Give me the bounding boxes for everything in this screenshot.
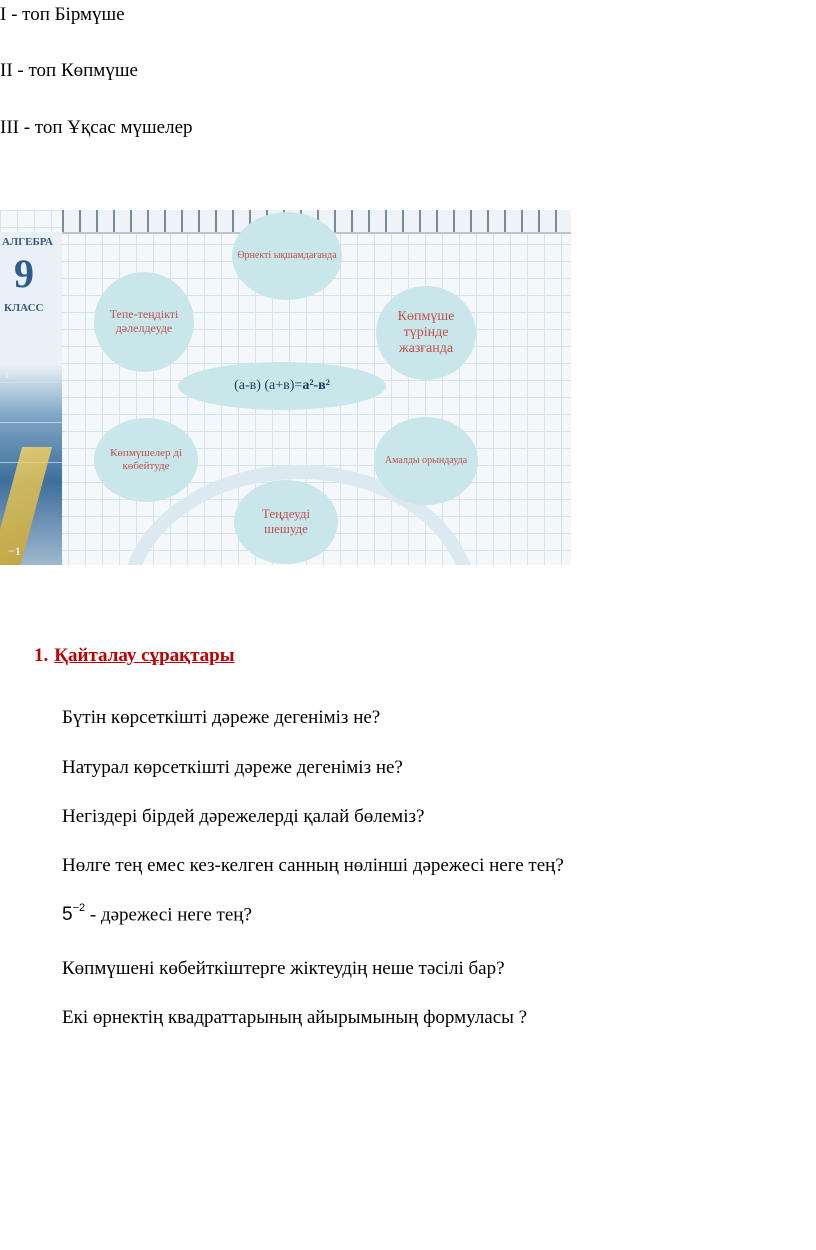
node-equation: Теңдеуді шешуде (234, 480, 338, 564)
section-title: Қайталау сұрақтары (54, 645, 235, 666)
question-7: Екі өрнектің квадраттарының айырымының формуласы ? (62, 1007, 528, 1028)
book-class: КЛАСС (4, 302, 44, 314)
book-number-1: 1 (4, 367, 10, 381)
group-2-line: II - топ Көпмүше (0, 60, 138, 81)
node-polynomial-form: Көпмүше түрінде жазғанда (376, 286, 476, 380)
node-operations: Амалды орындауда (374, 417, 478, 505)
book-grade: 9 (14, 251, 34, 296)
node-identity-proof: Тепе-теңдікті дәлелдеуде (94, 272, 194, 372)
power-expression: $5^{-2}$ (62, 902, 86, 926)
node-polynomial-multiply: Көпмүшелер ді көбейтуде (94, 418, 198, 502)
section-number: 1. (34, 645, 49, 666)
question-5: $5^{-2}$ - дәрежесі неге тең? (62, 902, 252, 926)
question-4: Нөлге тең емес кез-келген санның нөлінші дәрежесі неге тең? (62, 855, 564, 876)
concept-diagram-slide (0, 210, 571, 565)
center-formula: (а-в) (а+в)= а²-в² (178, 362, 386, 410)
node-simplify: Өрнекті ықшамдағанда (232, 212, 342, 300)
algebra-book-cover (0, 232, 62, 565)
question-2: Натурал көрсеткішті дәреже дегеніміз не? (62, 757, 403, 778)
question-6: Көпмүшені көбейткіштерге жіктеудің неше тәсілі бар? (62, 958, 505, 979)
section-heading (34, 645, 235, 667)
book-title: АЛГЕБРА (2, 236, 54, 248)
question-3: Негіздері бірдей дәрежелерді қалай бөлеміз? (62, 806, 425, 827)
group-3-line: III - топ Ұқсас мүшелер (0, 117, 193, 138)
group-1-line: I - топ Бірмүше (0, 4, 125, 25)
question-1: Бүтін көрсеткішті дәреже дегеніміз не? (62, 707, 381, 728)
book-number-2: −1 (8, 544, 21, 558)
